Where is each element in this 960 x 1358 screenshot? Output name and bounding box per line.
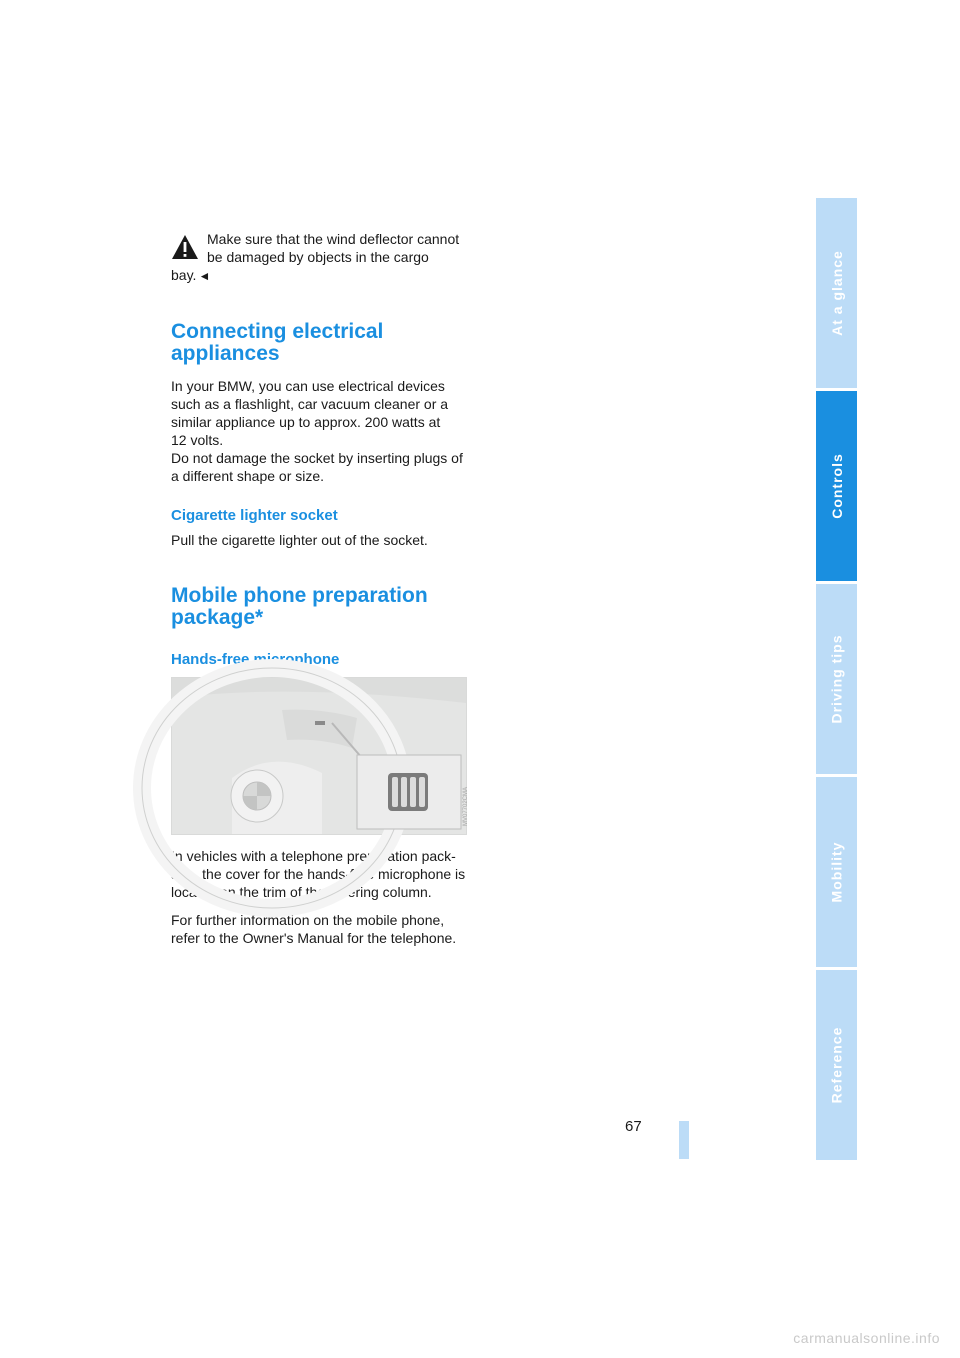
heading-connecting-appliances <box>171 321 466 365</box>
sidebar-tab-at-a-glance[interactable] <box>816 198 857 388</box>
text-line: In your BMW, you can use electrical devices <box>171 378 445 394</box>
sidebar-tab-label: Reference <box>828 1026 845 1104</box>
heading-line: Connecting electrical <box>171 320 384 343</box>
paragraph-appliances <box>171 377 466 485</box>
page-content <box>171 230 469 947</box>
sidebar-tab-mobility[interactable] <box>816 777 857 967</box>
chapter-sidebar <box>816 198 857 1160</box>
sidebar-tab-reference[interactable] <box>816 970 857 1160</box>
warning-text-end: bay. <box>171 267 197 283</box>
sidebar-tab-label: Controls <box>828 453 845 519</box>
sidebar-tab-label: Mobility <box>828 841 845 903</box>
heading-line: Mobile phone preparation <box>171 584 428 607</box>
warning-triangle-icon <box>171 234 199 260</box>
text-line: located on the trim of the steering column. <box>171 884 432 900</box>
heading-hands-free-microphone: Hands-free microphone <box>171 651 340 668</box>
text-line: refer to the Owner's Manual for the telephone. <box>171 930 457 946</box>
heading-line: appliances <box>171 342 280 365</box>
text-line: Do not damage the socket by inserting plugs of <box>171 450 463 466</box>
end-mark: ◄ <box>198 269 211 283</box>
heading-cigarette-lighter-socket: Cigarette lighter socket <box>171 507 338 524</box>
text-line: such as a flashlight, car vacuum cleaner or a <box>171 396 449 412</box>
warning-text-line <box>171 266 466 285</box>
text-line: In vehicles with a telephone preparation pack- <box>171 848 456 864</box>
steering-wheel-drawing <box>172 678 469 834</box>
warning-text-line: be damaged by objects in the cargo <box>207 249 429 265</box>
microphone-grille-icon <box>388 773 428 811</box>
sidebar-tab-controls[interactable] <box>816 391 857 581</box>
sidebar-tab-label: Driving tips <box>828 634 845 724</box>
page-number: 67 <box>625 1118 642 1135</box>
watermark-text: carmanualsonline.info <box>793 1330 940 1346</box>
text-line: age, the cover for the hands-free microphone is <box>171 866 466 882</box>
watermark <box>0 1330 960 1346</box>
text-line: 12 volts. <box>171 432 224 448</box>
sidebar-tab-driving-tips[interactable] <box>816 584 857 774</box>
heading-mobile-phone-package <box>171 585 466 629</box>
paragraph-further-information <box>171 911 466 947</box>
text-line: For further information on the mobile phone, <box>171 912 445 928</box>
text-line: similar appliance up to approx. 200 watts at <box>171 414 441 430</box>
steering-column-illustration <box>171 677 467 835</box>
text-line: a different shape or size. <box>171 468 325 484</box>
heading-line: package* <box>171 606 264 629</box>
warning-note <box>171 230 466 285</box>
paragraph-cigarette-lighter: Pull the cigarette lighter out of the socket. <box>171 532 428 548</box>
figure-code: MV07702CMA <box>463 786 469 826</box>
page-number-bar <box>679 1121 689 1159</box>
warning-text-line: Make sure that the wind deflector cannot <box>207 231 460 247</box>
sidebar-tab-label: At a glance <box>828 250 845 336</box>
